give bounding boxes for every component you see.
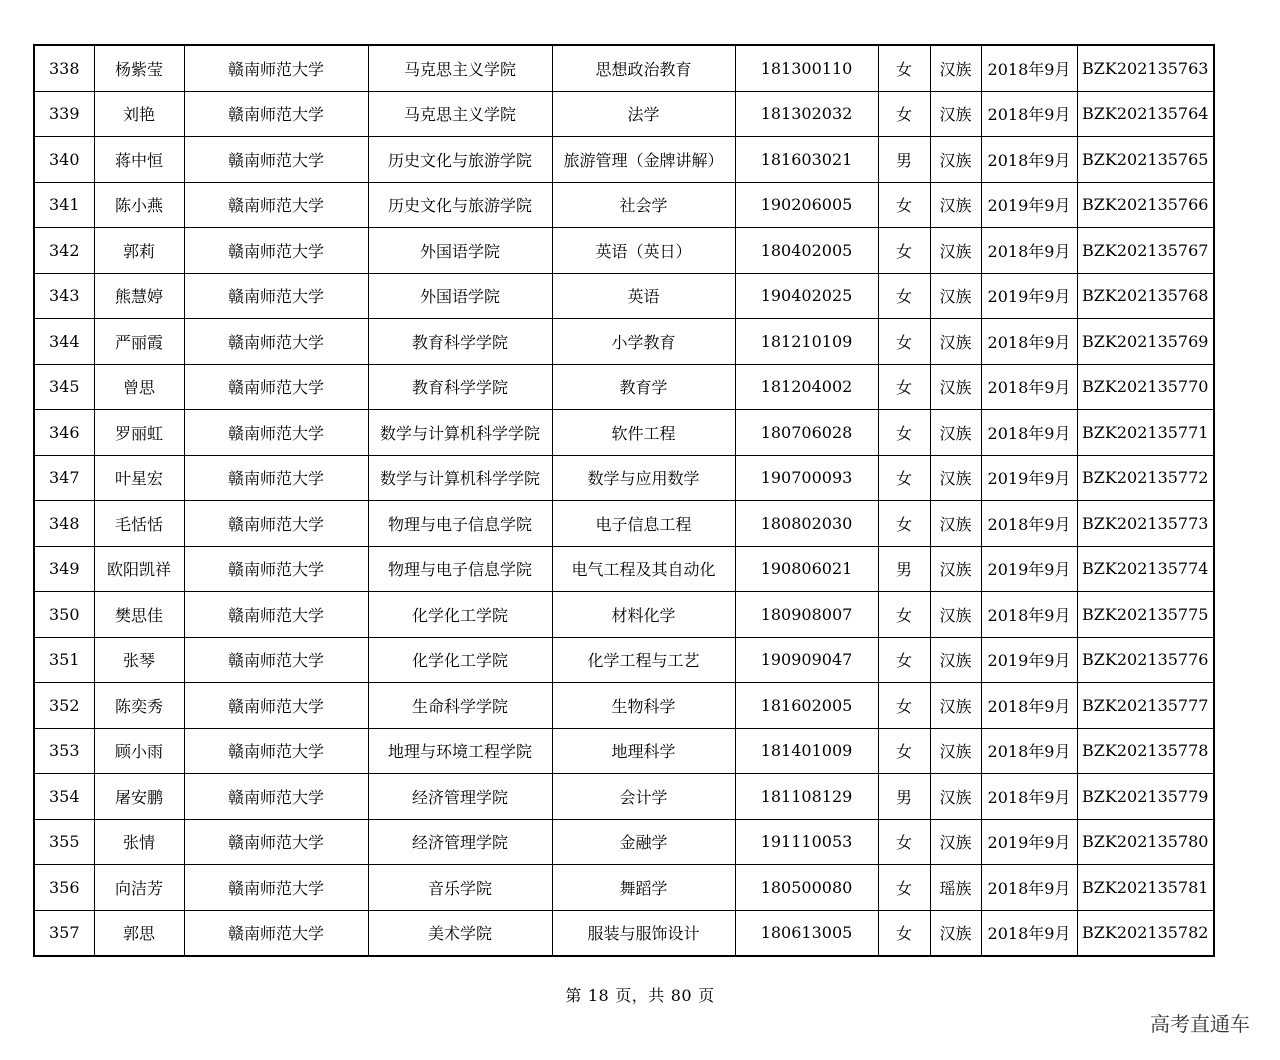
student-name-cell: 樊思佳 (94, 592, 184, 638)
student-id-cell: 181401009 (735, 728, 878, 774)
student-name-cell: 叶星宏 (94, 455, 184, 501)
major-cell: 软件工程 (552, 410, 735, 456)
certificate-number-cell: BZK202135770 (1077, 364, 1214, 410)
student-name-cell: 张情 (94, 819, 184, 865)
gender-cell: 男 (878, 546, 930, 592)
ethnicity-cell: 汉族 (930, 137, 981, 183)
major-cell: 数学与应用数学 (552, 455, 735, 501)
ethnicity-cell: 汉族 (930, 637, 981, 683)
gender-cell: 女 (878, 273, 930, 319)
enrollment-date-cell: 2019年9月 (981, 455, 1077, 501)
row-number-cell: 345 (34, 364, 94, 410)
university-cell: 赣南师范大学 (184, 637, 368, 683)
major-cell: 服装与服饰设计 (552, 910, 735, 956)
certificate-number-cell: BZK202135782 (1077, 910, 1214, 956)
ethnicity-cell: 汉族 (930, 273, 981, 319)
ethnicity-cell: 汉族 (930, 455, 981, 501)
table-row (34, 592, 1214, 638)
university-cell: 赣南师范大学 (184, 228, 368, 274)
row-number-cell: 355 (34, 819, 94, 865)
ethnicity-cell: 汉族 (930, 910, 981, 956)
ethnicity-cell: 汉族 (930, 364, 981, 410)
major-cell: 化学工程与工艺 (552, 637, 735, 683)
row-number-cell: 344 (34, 319, 94, 365)
university-cell: 赣南师范大学 (184, 910, 368, 956)
gender-cell: 女 (878, 501, 930, 547)
major-cell: 金融学 (552, 819, 735, 865)
total-pages-number: 80 (670, 986, 693, 1005)
student-name-cell: 蒋中恒 (94, 137, 184, 183)
enrollment-date-cell: 2018年9月 (981, 683, 1077, 729)
college-cell: 马克思主义学院 (368, 91, 552, 137)
row-number-cell: 349 (34, 546, 94, 592)
table-row (34, 273, 1214, 319)
page-suffix: 页 (698, 986, 715, 1005)
ethnicity-cell: 汉族 (930, 182, 981, 228)
enrollment-date-cell: 2018年9月 (981, 865, 1077, 911)
enrollment-date-cell: 2019年9月 (981, 546, 1077, 592)
student-name-cell: 罗丽虹 (94, 410, 184, 456)
ethnicity-cell: 汉族 (930, 45, 981, 91)
student-id-cell: 180802030 (735, 501, 878, 547)
student-id-cell: 190700093 (735, 455, 878, 501)
table-row (34, 228, 1214, 274)
row-number-cell: 348 (34, 501, 94, 547)
certificate-number-cell: BZK202135777 (1077, 683, 1214, 729)
major-cell: 思想政治教育 (552, 45, 735, 91)
university-cell: 赣南师范大学 (184, 546, 368, 592)
student-id-cell: 180402005 (735, 228, 878, 274)
student-id-cell: 190806021 (735, 546, 878, 592)
major-cell: 英语（英日） (552, 228, 735, 274)
major-cell: 小学教育 (552, 319, 735, 365)
student-id-cell: 190402025 (735, 273, 878, 319)
row-number-cell: 351 (34, 637, 94, 683)
ethnicity-cell: 汉族 (930, 410, 981, 456)
table-row (34, 91, 1214, 137)
row-number-cell: 342 (34, 228, 94, 274)
college-cell: 美术学院 (368, 910, 552, 956)
major-cell: 舞蹈学 (552, 865, 735, 911)
student-id-cell: 181602005 (735, 683, 878, 729)
major-cell: 法学 (552, 91, 735, 137)
university-cell: 赣南师范大学 (184, 182, 368, 228)
enrollment-date-cell: 2019年9月 (981, 637, 1077, 683)
major-cell: 材料化学 (552, 592, 735, 638)
college-cell: 马克思主义学院 (368, 45, 552, 91)
college-cell: 物理与电子信息学院 (368, 546, 552, 592)
student-name-cell: 杨紫莹 (94, 45, 184, 91)
table-row (34, 546, 1214, 592)
college-cell: 外国语学院 (368, 273, 552, 319)
major-cell: 会计学 (552, 774, 735, 820)
table-row (34, 137, 1214, 183)
gender-cell: 女 (878, 410, 930, 456)
certificate-number-cell: BZK202135763 (1077, 45, 1214, 91)
table-row (34, 819, 1214, 865)
table-row (34, 774, 1214, 820)
student-name-cell: 顾小雨 (94, 728, 184, 774)
university-cell: 赣南师范大学 (184, 455, 368, 501)
table-row (34, 865, 1214, 911)
major-cell: 电子信息工程 (552, 501, 735, 547)
table-row (34, 910, 1214, 956)
student-name-cell: 欧阳凯祥 (94, 546, 184, 592)
student-name-cell: 向洁芳 (94, 865, 184, 911)
university-cell: 赣南师范大学 (184, 364, 368, 410)
student-name-cell: 严丽霞 (94, 319, 184, 365)
gender-cell: 女 (878, 819, 930, 865)
college-cell: 数学与计算机科学学院 (368, 410, 552, 456)
row-number-cell: 338 (34, 45, 94, 91)
certificate-number-cell: BZK202135767 (1077, 228, 1214, 274)
gender-cell: 女 (878, 182, 930, 228)
gender-cell: 女 (878, 228, 930, 274)
certificate-number-cell: BZK202135774 (1077, 546, 1214, 592)
student-id-cell: 180613005 (735, 910, 878, 956)
university-cell: 赣南师范大学 (184, 319, 368, 365)
gender-cell: 女 (878, 910, 930, 956)
ethnicity-cell: 瑶族 (930, 865, 981, 911)
enrollment-date-cell: 2018年9月 (981, 45, 1077, 91)
table-row (34, 501, 1214, 547)
certificate-number-cell: BZK202135778 (1077, 728, 1214, 774)
row-number-cell: 341 (34, 182, 94, 228)
certificate-number-cell: BZK202135771 (1077, 410, 1214, 456)
gender-cell: 女 (878, 45, 930, 91)
college-cell: 物理与电子信息学院 (368, 501, 552, 547)
page-mid-text: 页，共 (615, 986, 665, 1005)
gender-cell: 女 (878, 592, 930, 638)
student-id-cell: 181210109 (735, 319, 878, 365)
college-cell: 经济管理学院 (368, 819, 552, 865)
student-name-cell: 陈奕秀 (94, 683, 184, 729)
gender-cell: 女 (878, 91, 930, 137)
student-id-cell: 181603021 (735, 137, 878, 183)
ethnicity-cell: 汉族 (930, 592, 981, 638)
gender-cell: 女 (878, 455, 930, 501)
row-number-cell: 357 (34, 910, 94, 956)
gender-cell: 女 (878, 865, 930, 911)
university-cell: 赣南师范大学 (184, 819, 368, 865)
certificate-number-cell: BZK202135773 (1077, 501, 1214, 547)
ethnicity-cell: 汉族 (930, 91, 981, 137)
certificate-number-cell: BZK202135776 (1077, 637, 1214, 683)
enrollment-date-cell: 2018年9月 (981, 774, 1077, 820)
gender-cell: 女 (878, 319, 930, 365)
ethnicity-cell: 汉族 (930, 319, 981, 365)
row-number-cell: 352 (34, 683, 94, 729)
enrollment-date-cell: 2019年9月 (981, 182, 1077, 228)
college-cell: 历史文化与旅游学院 (368, 182, 552, 228)
enrollment-date-cell: 2018年9月 (981, 91, 1077, 137)
enrollment-date-cell: 2018年9月 (981, 728, 1077, 774)
row-number-cell: 343 (34, 273, 94, 319)
gender-cell: 女 (878, 683, 930, 729)
university-cell: 赣南师范大学 (184, 592, 368, 638)
university-cell: 赣南师范大学 (184, 865, 368, 911)
college-cell: 教育科学学院 (368, 364, 552, 410)
table-row (34, 728, 1214, 774)
row-number-cell: 353 (34, 728, 94, 774)
student-id-cell: 180500080 (735, 865, 878, 911)
university-cell: 赣南师范大学 (184, 273, 368, 319)
certificate-number-cell: BZK202135764 (1077, 91, 1214, 137)
major-cell: 教育学 (552, 364, 735, 410)
ethnicity-cell: 汉族 (930, 228, 981, 274)
student-name-cell: 张琴 (94, 637, 184, 683)
student-name-cell: 屠安鹏 (94, 774, 184, 820)
college-cell: 地理与环境工程学院 (368, 728, 552, 774)
enrollment-date-cell: 2018年9月 (981, 319, 1077, 365)
university-cell: 赣南师范大学 (184, 137, 368, 183)
college-cell: 外国语学院 (368, 228, 552, 274)
watermark-text: 高考直通车 (1150, 1012, 1250, 1036)
major-cell: 旅游管理（金牌讲解） (552, 137, 735, 183)
college-cell: 音乐学院 (368, 865, 552, 911)
college-cell: 经济管理学院 (368, 774, 552, 820)
university-cell: 赣南师范大学 (184, 91, 368, 137)
gender-cell: 女 (878, 728, 930, 774)
student-id-cell: 180706028 (735, 410, 878, 456)
certificate-number-cell: BZK202135766 (1077, 182, 1214, 228)
student-id-cell: 190909047 (735, 637, 878, 683)
row-number-cell: 354 (34, 774, 94, 820)
enrollment-date-cell: 2019年9月 (981, 819, 1077, 865)
table-row (34, 683, 1214, 729)
university-cell: 赣南师范大学 (184, 501, 368, 547)
major-cell: 电气工程及其自动化 (552, 546, 735, 592)
ethnicity-cell: 汉族 (930, 774, 981, 820)
certificate-number-cell: BZK202135781 (1077, 865, 1214, 911)
table-row (34, 319, 1214, 365)
student-name-cell: 毛恬恬 (94, 501, 184, 547)
student-name-cell: 曾思 (94, 364, 184, 410)
enrollment-date-cell: 2018年9月 (981, 910, 1077, 956)
table-row (34, 410, 1214, 456)
gender-cell: 女 (878, 364, 930, 410)
college-cell: 历史文化与旅游学院 (368, 137, 552, 183)
college-cell: 生命科学学院 (368, 683, 552, 729)
ethnicity-cell: 汉族 (930, 683, 981, 729)
college-cell: 化学化工学院 (368, 592, 552, 638)
row-number-cell: 350 (34, 592, 94, 638)
row-number-cell: 339 (34, 91, 94, 137)
ethnicity-cell: 汉族 (930, 501, 981, 547)
college-cell: 教育科学学院 (368, 319, 552, 365)
row-number-cell: 347 (34, 455, 94, 501)
ethnicity-cell: 汉族 (930, 819, 981, 865)
student-roster-table (33, 44, 1215, 957)
major-cell: 生物科学 (552, 683, 735, 729)
enrollment-date-cell: 2018年9月 (981, 410, 1077, 456)
major-cell: 社会学 (552, 182, 735, 228)
enrollment-date-cell: 2018年9月 (981, 137, 1077, 183)
current-page-number: 18 (587, 986, 610, 1005)
student-name-cell: 陈小燕 (94, 182, 184, 228)
gender-cell: 男 (878, 774, 930, 820)
page-prefix: 第 (565, 986, 582, 1005)
enrollment-date-cell: 2018年9月 (981, 592, 1077, 638)
enrollment-date-cell: 2018年9月 (981, 501, 1077, 547)
student-id-cell: 190206005 (735, 182, 878, 228)
college-cell: 化学化工学院 (368, 637, 552, 683)
student-id-cell: 180908007 (735, 592, 878, 638)
student-name-cell: 刘艳 (94, 91, 184, 137)
row-number-cell: 340 (34, 137, 94, 183)
student-name-cell: 郭思 (94, 910, 184, 956)
student-name-cell: 熊慧婷 (94, 273, 184, 319)
certificate-number-cell: BZK202135768 (1077, 273, 1214, 319)
certificate-number-cell: BZK202135765 (1077, 137, 1214, 183)
ethnicity-cell: 汉族 (930, 728, 981, 774)
ethnicity-cell: 汉族 (930, 546, 981, 592)
major-cell: 地理科学 (552, 728, 735, 774)
student-id-cell: 191110053 (735, 819, 878, 865)
university-cell: 赣南师范大学 (184, 774, 368, 820)
university-cell: 赣南师范大学 (184, 410, 368, 456)
university-cell: 赣南师范大学 (184, 45, 368, 91)
table-row (34, 455, 1214, 501)
row-number-cell: 356 (34, 865, 94, 911)
student-id-cell: 181300110 (735, 45, 878, 91)
table-row (34, 182, 1214, 228)
university-cell: 赣南师范大学 (184, 683, 368, 729)
certificate-number-cell: BZK202135772 (1077, 455, 1214, 501)
enrollment-date-cell: 2018年9月 (981, 364, 1077, 410)
university-cell: 赣南师范大学 (184, 728, 368, 774)
gender-cell: 男 (878, 137, 930, 183)
college-cell: 数学与计算机科学学院 (368, 455, 552, 501)
certificate-number-cell: BZK202135775 (1077, 592, 1214, 638)
certificate-number-cell: BZK202135769 (1077, 319, 1214, 365)
table-row (34, 364, 1214, 410)
table-row (34, 45, 1214, 91)
enrollment-date-cell: 2018年9月 (981, 228, 1077, 274)
enrollment-date-cell: 2019年9月 (981, 273, 1077, 319)
certificate-number-cell: BZK202135779 (1077, 774, 1214, 820)
student-id-cell: 181204002 (735, 364, 878, 410)
table-row (34, 637, 1214, 683)
page-indicator (0, 983, 1280, 1006)
roster-body (34, 45, 1214, 956)
gender-cell: 女 (878, 637, 930, 683)
student-id-cell: 181108129 (735, 774, 878, 820)
student-id-cell: 181302032 (735, 91, 878, 137)
student-name-cell: 郭莉 (94, 228, 184, 274)
major-cell: 英语 (552, 273, 735, 319)
row-number-cell: 346 (34, 410, 94, 456)
certificate-number-cell: BZK202135780 (1077, 819, 1214, 865)
